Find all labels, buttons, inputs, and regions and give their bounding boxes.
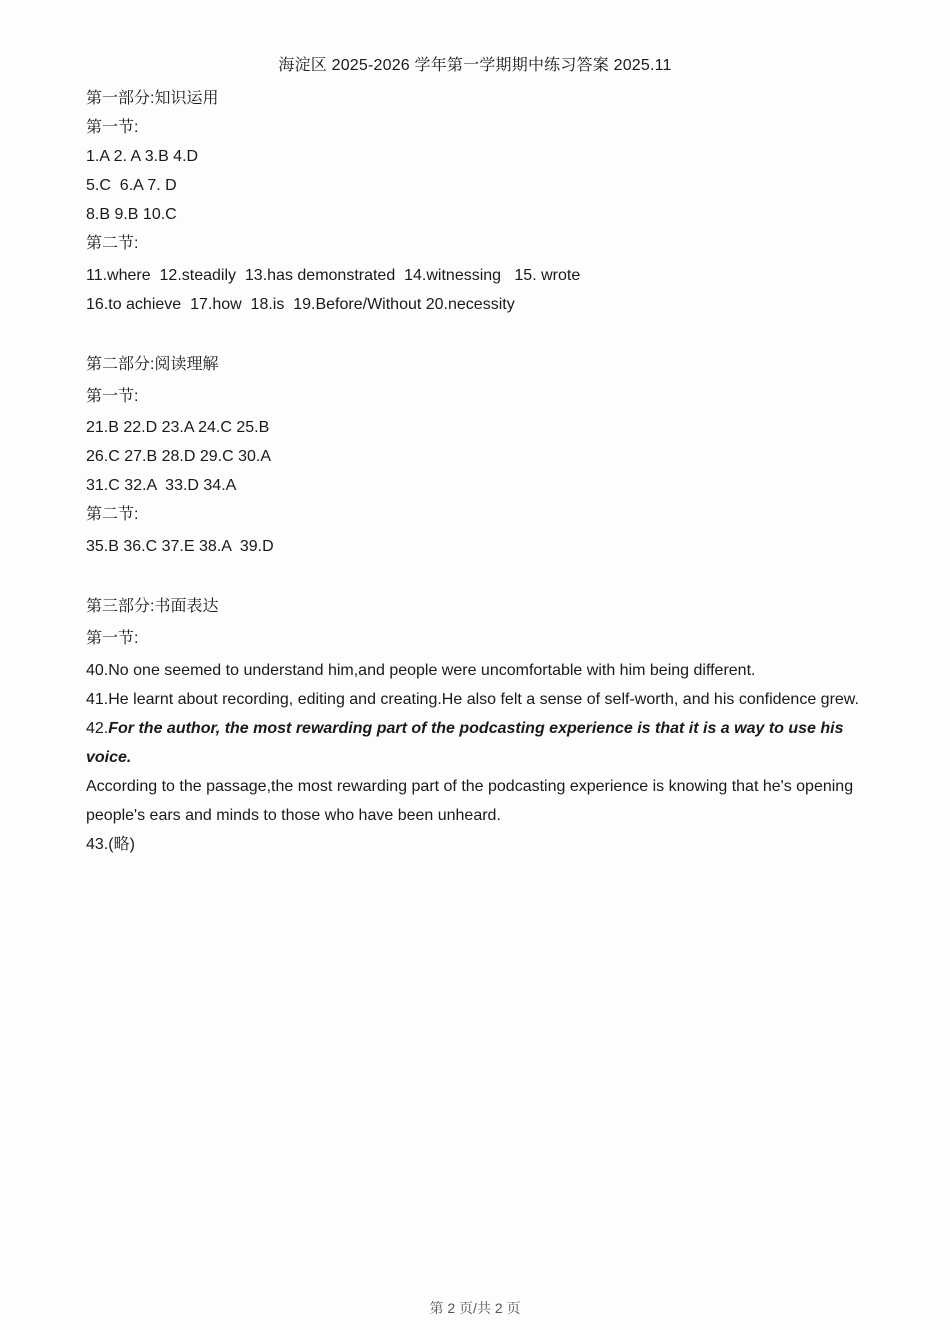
answer-line: 1.A 2. A 3.B 4.D bbox=[86, 148, 199, 165]
answer-line: 26.C 27.B 28.D 29.C 30.A bbox=[86, 448, 271, 465]
part2-section1-heading: 第一节: bbox=[86, 388, 139, 405]
part3-heading: 第三部分:书面表达 bbox=[86, 598, 219, 615]
page-footer: 第 2 页/共 2 页 bbox=[429, 1300, 521, 1316]
answer-line: 8.B 9.B 10.C bbox=[86, 206, 177, 223]
part1-section1-heading: 第一节: bbox=[86, 119, 139, 136]
answer-line: 5.C 6.A 7. D bbox=[86, 177, 177, 194]
answer-line: 21.B 22.D 23.A 24.C 25.B bbox=[86, 419, 270, 436]
part1-heading: 第一部分:知识运用 bbox=[86, 90, 219, 107]
answer-41: 41.He learnt about recording, editing and creating.He also felt a sense of self-worth, and his confidence grew. bbox=[86, 691, 859, 708]
answer-line: 35.B 36.C 37.E 38.A 39.D bbox=[86, 538, 274, 555]
answer-40: 40.No one seemed to understand him,and people were uncomfortable with him being different. bbox=[86, 662, 756, 679]
part3-section1-heading: 第一节: bbox=[86, 630, 139, 647]
answer-42 bbox=[86, 714, 866, 772]
section-gap bbox=[86, 319, 866, 350]
answer-42-explanation: According to the passage,the most rewarding part of the podcasting experience is knowing that he's opening people's ears and minds to those who have been unheard. bbox=[86, 778, 854, 824]
answer-42-question: For the author, the most rewarding part of the podcasting experience is that it is a way to use his voice. bbox=[86, 720, 844, 766]
answer-42-number: 42. bbox=[86, 720, 109, 737]
answer-line: 11.where 12.steadily 13.has demonstrated 14.witnessing 15. wrote bbox=[86, 267, 581, 284]
part2-heading: 第二部分:阅读理解 bbox=[86, 356, 219, 373]
part1-section2-heading: 第二节: bbox=[86, 235, 139, 252]
page-title: 海淀区 2025-2026 学年第一学期期中练习答案 2025.11 bbox=[278, 57, 672, 74]
answer-line: 31.C 32.A 33.D 34.A bbox=[86, 477, 237, 494]
answer-43: 43.(略) bbox=[86, 836, 135, 853]
section-gap bbox=[86, 561, 866, 592]
part2-section2-heading: 第二节: bbox=[86, 506, 139, 523]
answer-content bbox=[86, 84, 866, 859]
answer-line: 16.to achieve 17.how 18.is 19.Before/Without 20.necessity bbox=[86, 296, 515, 313]
